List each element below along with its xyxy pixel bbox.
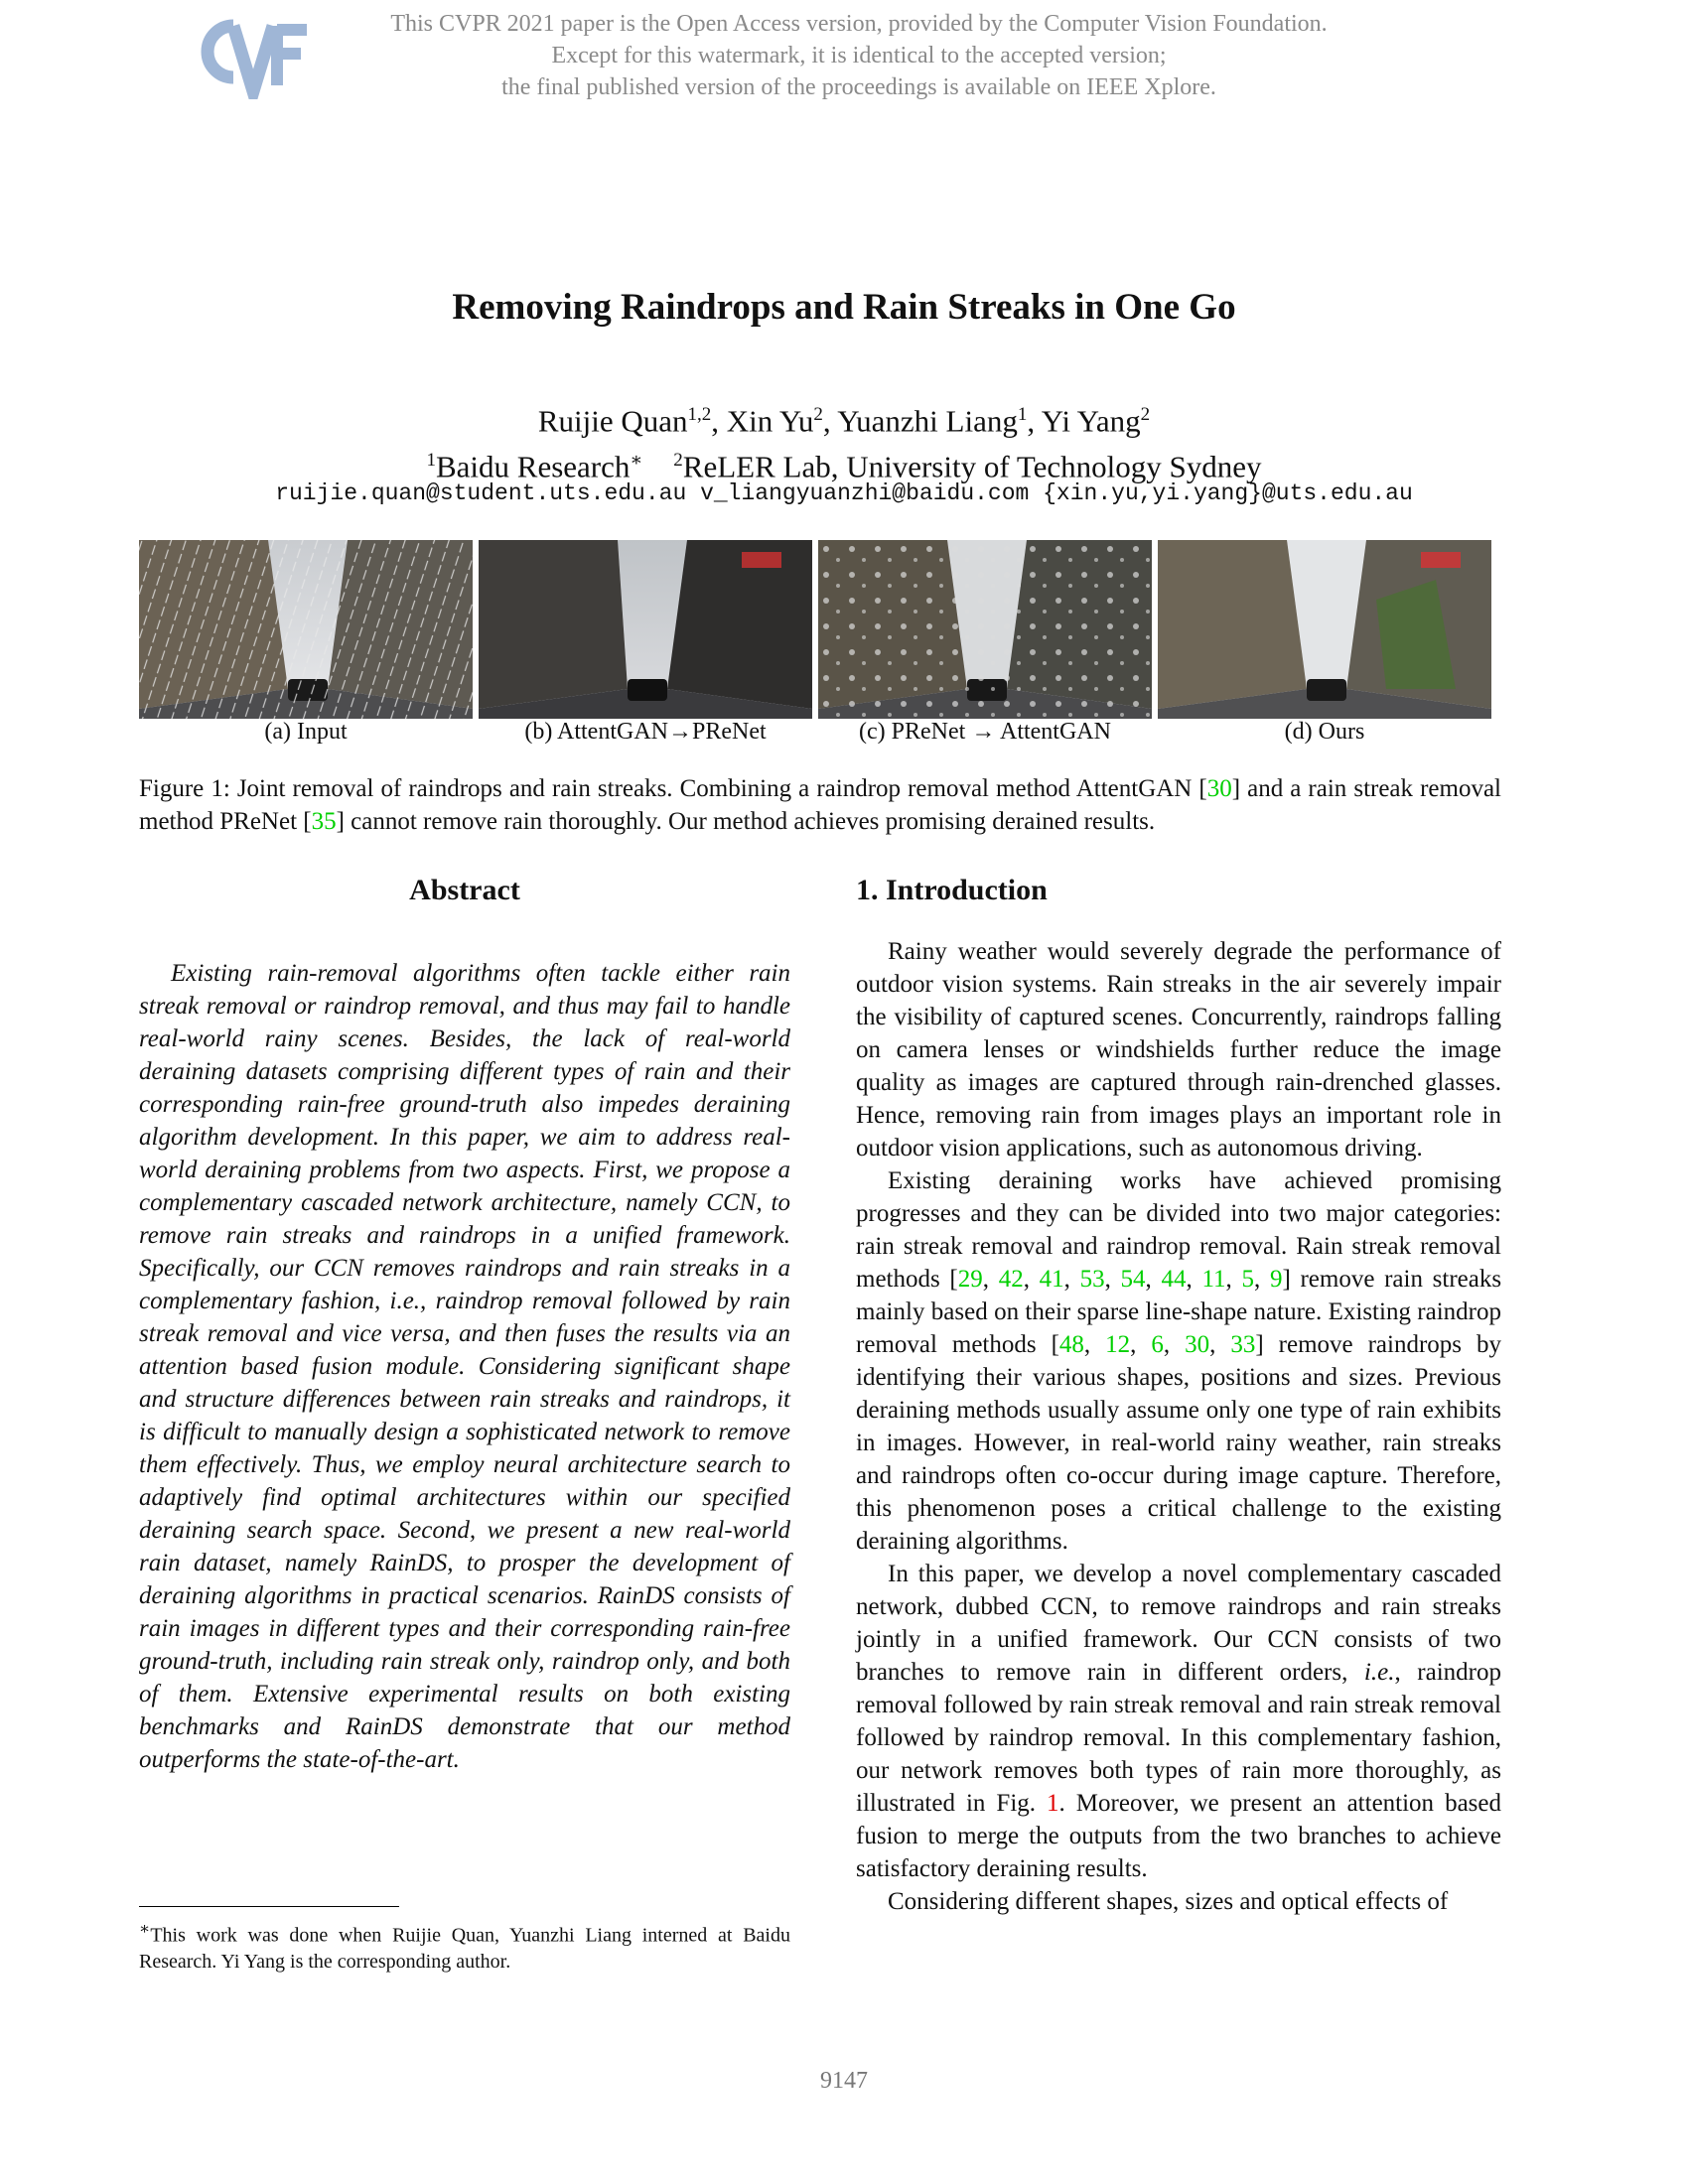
citation-link[interactable]: 12 xyxy=(1105,1331,1131,1358)
affiliation: Baidu Research xyxy=(435,449,631,484)
figure-panel-label: (a) Input xyxy=(264,719,348,745)
abstract-body xyxy=(139,957,790,1776)
author-emails: ruijie.quan@student.uts.edu.au v_liangyuanzhi@baidu.com {xin.yu,yi.yang}@uts.edu.au xyxy=(275,480,1413,506)
figure-panel-ours xyxy=(1158,540,1491,719)
intro-paragraph: Existing deraining works have achieved promising progresses and they can be divided into two major categories: rain streak removal and raindrop removal. Rain streak removal methods [29, 42, 41, 53, 54, 44, 11, 5, 9] remove rain streaks mainly based on their sparse line-shape nature. Existing raindrop removal methods [48, 12, 6, 30, 33] remove raindrops by identifying their various shapes, positions and sizes. Previous deraining methods usually assume only one type of rain exhibits in images. However, in real-world rainy weather, rain streaks and raindrops often co-occur during image capture. Therefore, this phenomenon poses a critical challenge to the existing deraining algorithms. xyxy=(856,1167,1502,1555)
figure-panel-attentgan-prenet xyxy=(479,540,812,719)
citation-link[interactable]: 35 xyxy=(311,808,337,835)
citation-link[interactable]: 48 xyxy=(1058,1331,1084,1358)
author-affiliation-mark: 2 xyxy=(813,404,823,425)
intro-paragraph: Rainy weather would severely degrade the performance of outdoor vision systems. Rain streaks in the air severely impair the visibility of captured scenes. Concurrently, raindrops falling on camera lenses or windshields further reduce the image quality as images are captured through rain-drenched glasses. Hence, removing rain from images plays an important role in outdoor vision applications, such as autonomous driving. xyxy=(856,938,1501,1161)
figure-caption: Figure 1: Joint removal of raindrops and rain streaks. Combining a raindrop removal method AttentGAN [30] and a rain streak removal method PReNet [35] cannot remove rain thoroughly. Our method achieves promising derained results. xyxy=(139,775,1501,835)
cvf-logo xyxy=(182,12,311,99)
citation-link[interactable]: 44 xyxy=(1161,1266,1187,1293)
abstract-paragraph: Existing rain-removal algorithms often tackle either rain streak removal or raindrop removal, and thus may fail to handle real-world rainy scenes. Besides, the lack of real-world deraining datasets comprising different types of rain and their corresponding rain-free ground-truth also impedes deraining algorithm development. In this paper, we aim to address real-world deraining problems from two aspects. First, we propose a complementary cascaded network architecture, namely CCN, to remove rain streaks and raindrops in a unified framework. Specifically, our CCN removes raindrops and rain streaks in a complementary fashion, i.e., raindrop removal followed by rain streak removal and vice versa, and then fuses the results via an attention based fusion module. Considering significant shape and structure differences between rain streaks and raindrops, it is difficult to manually design a sophisticated network to remove them effectively. Thus, we employ neural architecture search to adaptively find optimal architectures within our specified deraining search space. Second, we present a new real-world rain dataset, namely RainDS, to prosper the development of deraining algorithms in practical scenarios. RainDS consists of rain images in different types and their corresponding rain-free ground-truth, including rain streak only, raindrop only, and both of them. Extensive experimental results on both existing benchmarks and RainDS demonstrate that our method outperforms the state-of-the-art. xyxy=(139,960,790,1773)
citation-link[interactable]: 42 xyxy=(998,1266,1024,1293)
introduction-heading: 1. Introduction xyxy=(856,874,1048,906)
author-list: Ruijie Quan$^{1,2}$, Xin Yu$^2$, Yuanzhi Liang$^1$, Yi Yang$^2$ xyxy=(537,403,1151,439)
citation-link[interactable]: 29 xyxy=(957,1266,983,1293)
figure-panel-label: (d) Ours xyxy=(1284,719,1365,745)
figure-panel-input xyxy=(139,540,473,719)
author-name: Ruijie Quan xyxy=(537,403,688,439)
figure-panel-label: (c) PReNet → AttentGAN xyxy=(859,719,1111,745)
footnote-text: This work was done when Ruijie Quan, Yuanzhi Liang interned at Baidu Research. Yi Yang is the corresponding author. xyxy=(139,1924,790,1973)
citation-link[interactable]: 6 xyxy=(1151,1331,1164,1358)
page-number: 9147 xyxy=(820,2068,868,2094)
citation-link[interactable]: 30 xyxy=(1185,1331,1210,1358)
author-name: Xin Yu xyxy=(726,403,814,439)
author-name: Yuanzhi Liang xyxy=(837,403,1018,439)
author-affiliation-mark: 2 xyxy=(1140,404,1151,425)
author-block xyxy=(99,395,1589,487)
citation-link[interactable]: 54 xyxy=(1120,1266,1146,1293)
affiliation: ReLER Lab, University of Technology Sydney xyxy=(682,449,1262,484)
author-affiliation-mark: 1,2 xyxy=(687,404,712,425)
citation-link[interactable]: 30 xyxy=(1206,775,1232,802)
figure-panel-prenet-attentgan xyxy=(818,540,1152,719)
watermark-line: the final published version of the proceedings is available on IEEE Xplore. xyxy=(501,74,1216,100)
citation-link[interactable]: 41 xyxy=(1039,1266,1064,1293)
abstract-heading: Abstract xyxy=(409,874,520,906)
watermark-line: Except for this watermark, it is identical to the accepted version; xyxy=(551,43,1167,68)
citation-link[interactable]: 11 xyxy=(1201,1266,1226,1293)
citation-link[interactable]: 9 xyxy=(1269,1266,1283,1293)
footnote-rule xyxy=(139,1906,399,1907)
citation-link[interactable]: 53 xyxy=(1079,1266,1105,1293)
paper-title: Removing Raindrops and Rain Streaks in One Go xyxy=(452,287,1236,328)
citation-link[interactable]: 33 xyxy=(1230,1331,1256,1358)
intro-paragraph: Considering different shapes, sizes and optical effects of xyxy=(888,1888,1449,1915)
footnote: ∗This work was done when Ruijie Quan, Yuanzhi Liang interned at Baidu Research. Yi Yang is the corresponding author. xyxy=(139,1919,790,1973)
intro-paragraph: In this paper, we develop a novel complementary cascaded network, dubbed CCN, to remove raindrops and rain streaks jointly in a unified framework. Our CCN consists of two branches to remove rain in different orders, i.e., raindrop removal followed by rain streak removal and rain streak removal followed by raindrop removal. In this complementary fashion, our network removes both types of rain more thoroughly, as illustrated in Fig. 1. Moreover, we present an attention based fusion to merge the outputs from the two branches to achieve satisfactory deraining results. xyxy=(856,1561,1501,1882)
author-name: Yi Yang xyxy=(1041,403,1141,439)
watermark-notice xyxy=(328,8,1390,103)
author-affiliation-mark: 1 xyxy=(1017,404,1028,425)
figure-reference-link[interactable]: 1 xyxy=(1047,1790,1059,1817)
figure-panel-label: (b) AttentGAN→PReNet xyxy=(524,719,767,745)
citation-link[interactable]: 5 xyxy=(1241,1266,1254,1293)
watermark-line: This CVPR 2021 paper is the Open Access version, provided by the Computer Vision Foundation. xyxy=(390,11,1328,37)
affiliation-list: $^1$Baidu Research∗ $^2$ReLER Lab, University of Technology Sydney xyxy=(426,449,1262,484)
introduction-body xyxy=(856,935,1501,1918)
